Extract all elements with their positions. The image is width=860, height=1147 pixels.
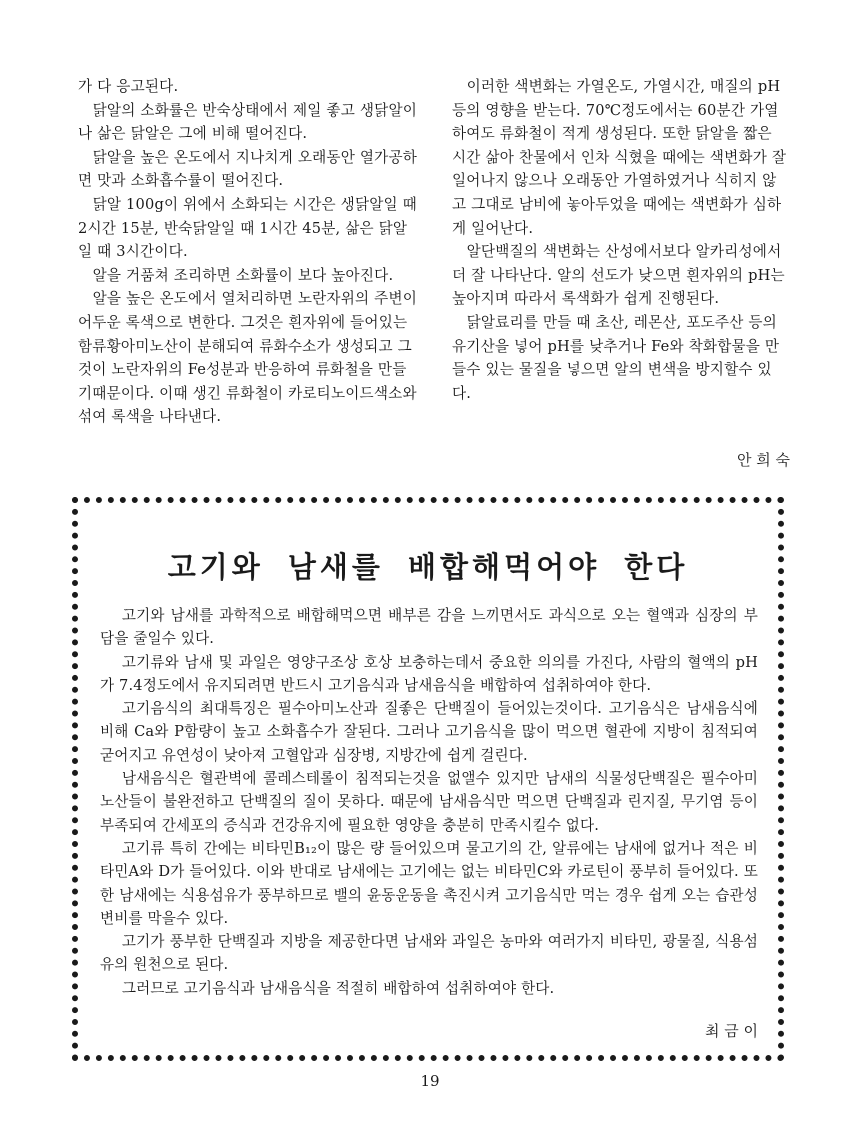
left-paragraph: 닭알의 소화률은 반숙상태에서 제일 좋고 생닭알이나 삶은 닭알은 그에 비해 떨어진다. <box>78 101 418 143</box>
boxed-article <box>72 497 784 1061</box>
box-paragraph: 그러므로 고기음식과 남새음식을 적절히 배합하여 섭취하여야 한다. <box>121 979 555 997</box>
boxed-article-body <box>100 604 758 1000</box>
boxed-article-author: 최 금 이 <box>704 1022 758 1040</box>
left-column <box>78 75 418 429</box>
box-paragraph: 고기와 남새를 과학적으로 배합해먹으면 배부른 감을 느끼면서도 과식으로 오는 혈액과 심장의 부담을 줄일수 있다. <box>100 607 758 648</box>
right-paragraph: 이러한 색변화는 가열온도, 가열시간, 매질의 pH 등의 영향을 받는다. 70℃정도에서는 60분간 가열하여도 류화철이 적게 생성된다. 또한 닭알을 짧은 시간 삶아 찬물에서 인차 식혔을 때에는 색변화가 잘 일어나지 않으나 오래동안 가열하였거나 식히지 않고 그대로 남비에 놓아두었을 때에는 색변화가 심하게 일어난다. <box>452 78 787 237</box>
page-number: 19 <box>420 1072 440 1090</box>
right-column <box>452 75 790 405</box>
box-paragraph: 고기음식의 최대특징은 필수아미노산과 질좋은 단백질이 들어있는것이다. 고기음식은 남새음식에 비해 Ca와 P함량이 높고 소화흡수가 잘된다. 그러나 고기음식을 많이 먹으면 혈관에 지방이 침적되여 굳어지고 유연성이 낮아져 고혈압과 심장병, 지방간에 쉽게 걸린다. <box>100 700 758 764</box>
left-paragraph: 닭알을 높은 온도에서 지나치게 오래동안 열가공하면 맛과 소화흡수률이 떨어진다. <box>78 148 418 190</box>
left-paragraph: 가 다 응고된다. <box>78 78 179 95</box>
right-paragraph: 알단백질의 색변화는 산성에서보다 알카리성에서 더 잘 나타난다. 알의 선도가 낮으면 흰자위의 pH는 높아지며 따라서 록색화가 쉽게 진행된다. <box>452 243 785 308</box>
right-paragraph: 닭알료리를 만들 때 초산, 레몬산, 포도주산 등의 유기산을 넣어 pH를 낮추거나 Fe와 착화합물을 만들수 있는 물질을 넣으면 알의 변색을 방지할수 있다. <box>452 313 780 402</box>
left-paragraph: 알을 높은 온도에서 열처리하면 노란자위의 주변이 어두운 록색으로 변한다. 그것은 흰자위에 들어있는 함류황아미노산이 분해되여 류화수소가 생성되고 그것이 노란자위의 Fe성분과 반응하여 류화철을 만들기때문이다. 이때 생긴 류화철이 카로티노이드색소와 섞여 록색을 나타낸다. <box>78 290 418 426</box>
article-author: 안 희 숙 <box>736 451 790 469</box>
box-paragraph: 남새음식은 혈관벽에 콜레스테롤이 침적되는것을 없앨수 있지만 남새의 식물성단백질은 필수아미노산들이 불완전하고 단백질의 질이 못하다. 때문에 남새음식만 먹으면 단백질과 린지질, 무기염 등이 부족되여 간세포의 증식과 건강유지에 필요한 영양을 충분히 만족시킬수 없다. <box>100 770 758 834</box>
box-paragraph: 고기류 특히 간에는 비타민B₁₂이 많은 량 들어있으며 물고기의 간, 알류에는 남새에 없거나 적은 비타민A와 D가 들어있다. 이와 반대로 남새에는 고기에는 없는 비타민C와 카로틴이 풍부히 들어있다. 또한 남새에는 식용섬유가 풍부하므로 밸의 윤동운동을 촉진시켜 고기음식만 먹는 경우 쉽게 오는 습관성변비를 막을수 있다. <box>100 839 758 927</box>
box-paragraph: 고기류와 남새 및 과일은 영양구조상 호상 보충하는데서 중요한 의의를 가진다, 사람의 혈액의 pH가 7.4정도에서 유지되려면 반드시 고기음식과 남새음식을 배합하여 섭취하여야 한다. <box>100 653 758 694</box>
box-paragraph: 고기가 풍부한 단백질과 지방을 제공한다면 남새와 과일은 농마와 여러가지 비타민, 광물질, 식용섬유의 원천으로 된다. <box>100 933 758 974</box>
left-paragraph: 닭알 100g이 위에서 소화되는 시간은 생닭알일 때 2시간 15분, 반숙닭알일 때 1시간 45분, 삶은 닭알일 때 3시간이다. <box>78 195 417 261</box>
boxed-article-title: 고기와 남새를 배합해먹어야 한다 <box>167 550 689 584</box>
left-paragraph: 알을 거품쳐 조리하면 소화률이 보다 높아진다. <box>92 266 394 284</box>
